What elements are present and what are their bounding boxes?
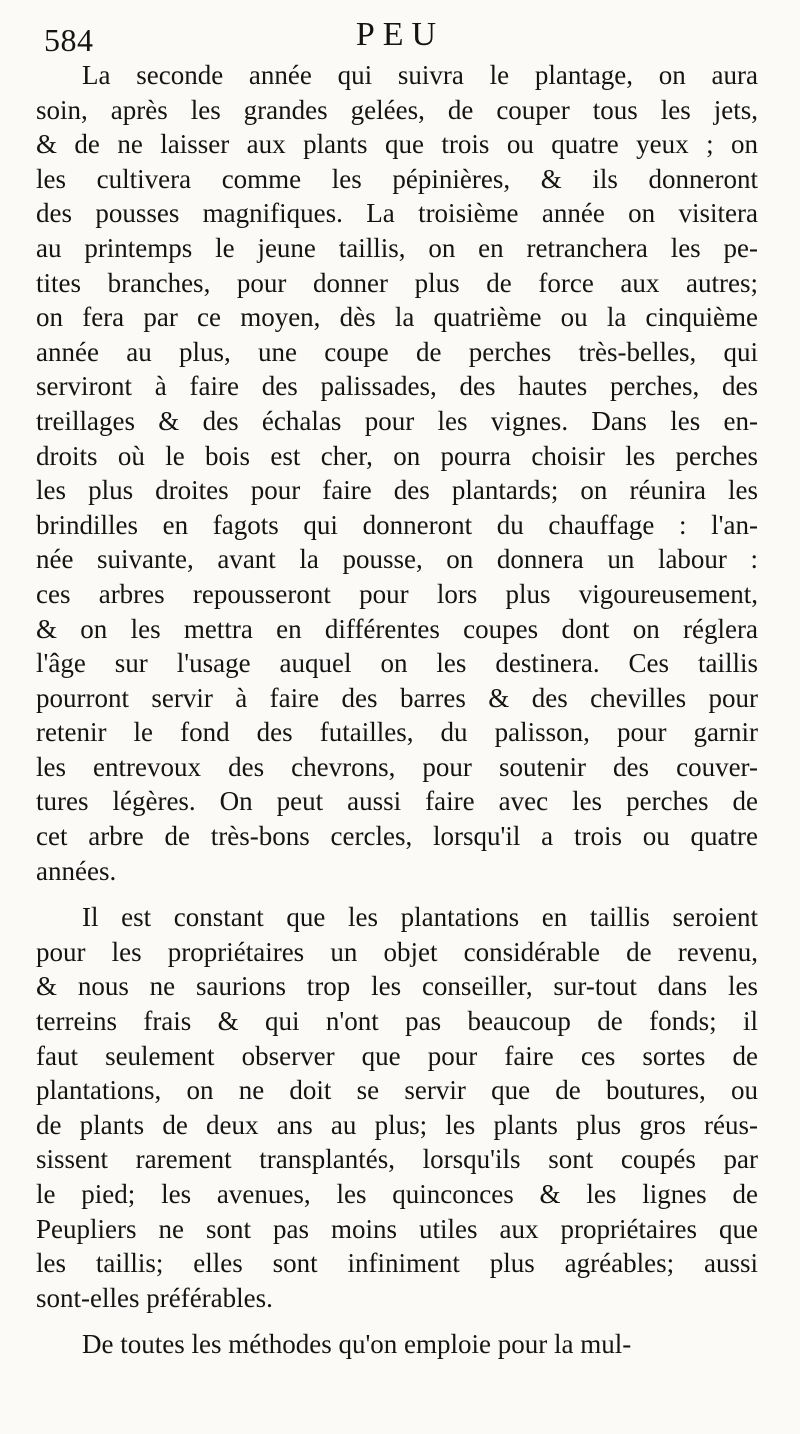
text-line: & nous ne saurions trop les conseiller, sur-tout dans les <box>36 971 758 1002</box>
text-line: l'âge sur l'usage auquel on les destinera. Ces taillis <box>36 648 758 679</box>
text-line: treillages & des échalas pour les vignes. Dans les en- <box>36 405 758 436</box>
paragraph-gap <box>36 1315 758 1327</box>
text-line: retenir le fond des futailles, du palisson, pour garnir <box>36 717 758 748</box>
text-line: année au plus, une coupe de perches très-belles, qui <box>36 336 758 367</box>
text-line: ces arbres repousseront pour lors plus vigoureusement, <box>36 578 758 609</box>
text-line: les cultivera comme les pépinières, & ils donneront <box>36 163 758 194</box>
page-number: 584 <box>44 22 94 58</box>
text-line: Il est constant que les plantations en taillis seroient <box>82 902 758 933</box>
text-line: cet arbre de très-bons cercles, lorsqu'il a trois ou quatre <box>36 821 758 852</box>
paragraph-2 <box>36 900 758 1315</box>
text-line: La seconde année qui suivra le plantage, on aura <box>82 60 758 90</box>
text-line: on fera par ce moyen, dès la quatrième ou la cinquième <box>36 302 758 333</box>
text-line: sont-elles préférables. <box>36 1282 273 1313</box>
text-line: pourront servir à faire des barres & des chevilles pour <box>36 682 758 713</box>
text-line: née suivante, avant la pousse, on donnera un labour : <box>36 544 758 575</box>
text-line: terreins frais & qui n'ont pas beaucoup de fonds; il <box>36 1006 758 1037</box>
text-line: & on les mettra en différentes coupes dont on réglera <box>36 613 758 644</box>
text-line: années. <box>36 855 117 886</box>
paragraph-gap <box>36 888 758 900</box>
page-header <box>36 10 764 60</box>
running-head: PEU <box>355 16 445 53</box>
text-line: plantations, on ne doit se servir que de boutures, ou <box>36 1075 758 1106</box>
text-line: & de ne laisser aux plants que trois ou quatre yeux ; on <box>36 129 758 160</box>
paragraph-1 <box>36 58 758 888</box>
text-line: les plus droites pour faire des plantards; on réunira les <box>36 475 758 506</box>
text-line: les taillis; elles sont infiniment plus agréables; aussi <box>36 1248 758 1279</box>
text-line: les entrevoux des chevrons, pour soutenir des couver- <box>36 751 758 782</box>
text-line: Peupliers ne sont pas moins utiles aux propriétaires que <box>36 1213 758 1244</box>
text-line: serviront à faire des palissades, des hautes perches, des <box>36 371 758 402</box>
text-line: tures légères. On peut aussi faire avec les perches de <box>36 786 758 817</box>
text-line: des pousses magnifiques. La troisième année on visitera <box>36 198 758 229</box>
text-line: sissent rarement transplantés, lorsqu'ils sont coupés par <box>36 1144 758 1175</box>
text-line: De toutes les méthodes qu'on emploie pour la mul- <box>82 1329 632 1360</box>
body-text <box>36 58 758 1362</box>
text-line: le pied; les avenues, les quinconces & les lignes de <box>36 1179 758 1209</box>
text-line: faut seulement observer que pour faire ces sortes de <box>36 1040 758 1071</box>
text-line: tites branches, pour donner plus de force aux autres; <box>36 267 758 298</box>
text-line: de plants de deux ans au plus; les plants plus gros réus- <box>36 1109 758 1140</box>
text-line: au printemps le jeune taillis, on en retranchera les pe- <box>36 232 758 263</box>
text-line: brindilles en fagots qui donneront du chauffage : l'an- <box>36 509 758 540</box>
text-line: droits où le bois est cher, on pourra choisir les perches <box>36 440 758 471</box>
text-line: soin, après les grandes gelées, de couper tous les jets, <box>36 94 758 125</box>
text-line: pour les propriétaires un objet considérable de revenu, <box>36 936 758 967</box>
paragraph-3 <box>36 1327 758 1362</box>
